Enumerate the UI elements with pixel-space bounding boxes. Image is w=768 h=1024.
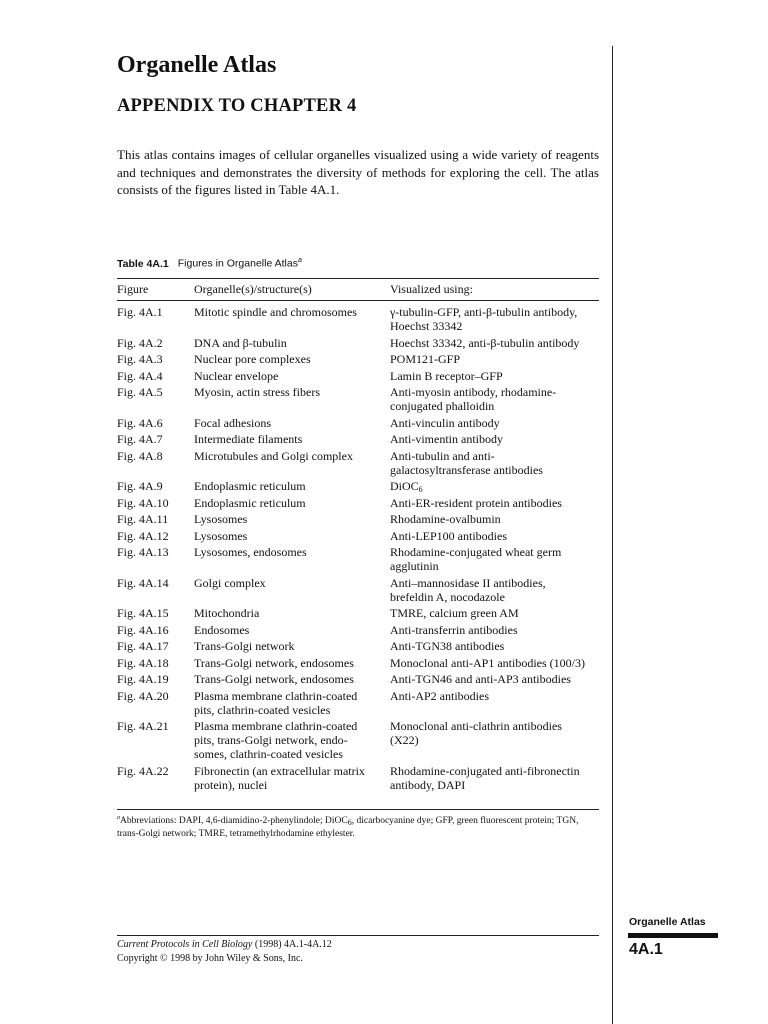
row-method: γ-tubulin-GFP, anti-β-tubulin antibody, Hoechst 33342: [390, 305, 578, 333]
footnote-text-start: Abbreviations: DAPI, 4,6-diamidino-2-phenylindole; DiOC: [120, 816, 348, 827]
row-method: Anti-AP2 antibodies: [390, 688, 489, 703]
row-organelle: Trans-Golgi network, endosomes: [194, 672, 354, 686]
row-organelle: Mitochondria: [194, 606, 260, 620]
journal-name: Current Protocols in Cell Biology: [117, 939, 253, 950]
row-method: Hoechst 33342, anti-β-tubulin antibody: [390, 335, 580, 350]
row-method: Anti-LEP100 antibodies: [390, 528, 507, 543]
table-row: [117, 529, 599, 543]
row-organelle: Microtubules and Golgi complex: [194, 448, 353, 463]
section-bar: [628, 933, 718, 938]
row-figure: Fig. 4A.6: [117, 415, 163, 430]
row-method: Monoclonal anti-AP1 antibodies (100/3): [390, 655, 585, 670]
row-figure: Fig. 4A.3: [117, 352, 163, 366]
intro-paragraph: This atlas contains images of cellular organelles visualized using a wide variety of reagents and techniques and demonstrates the diversity of methods for exploring the cell. The atlas consists of the figures listed in Table 4A.1.: [117, 147, 599, 197]
table-row: [117, 576, 599, 604]
table-row: [117, 336, 599, 350]
row-method: TMRE, calcium green AM: [390, 606, 519, 620]
row-figure: Fig. 4A.10: [117, 495, 169, 510]
row-method: Anti-TGN46 and anti-AP3 antibodies: [390, 672, 571, 686]
table-caption: [117, 257, 302, 270]
row-organelle: Lysosomes: [194, 512, 248, 526]
section-running-head: Organelle Atlas: [629, 916, 706, 928]
table-row: [117, 305, 599, 333]
header-visualized: Visualized using:: [390, 282, 473, 296]
row-figure: Fig. 4A.2: [117, 335, 163, 350]
page-title: Organelle Atlas: [117, 52, 277, 78]
row-organelle: Endoplasmic reticulum: [194, 479, 306, 493]
table-row: [117, 656, 599, 670]
row-figure: Fig. 4A.16: [117, 622, 169, 637]
row-figure: Fig. 4A.20: [117, 688, 169, 703]
row-method: Rhodamine-conjugated wheat germ agglutinin: [390, 545, 562, 573]
row-method-subscript: 6: [418, 485, 423, 494]
row-method: POM121-GFP: [390, 352, 461, 366]
row-figure: Fig. 4A.11: [117, 512, 169, 526]
row-organelle: Nuclear envelope: [194, 368, 279, 383]
row-figure: Fig. 4A.19: [117, 672, 169, 686]
row-method: DiOC$_6$: [390, 479, 423, 494]
row-method: Anti-TGN38 antibodies: [390, 639, 505, 653]
row-method: Anti-ER-resident protein antibodies: [390, 495, 562, 510]
copyright-notice: Copyright © 1998 by John Wiley & Sons, Inc.: [117, 953, 303, 964]
row-figure: Fig. 4A.17: [117, 639, 169, 653]
footnote-mark: a: [117, 815, 120, 821]
table-row: [117, 689, 599, 717]
table-footnote: [117, 812, 599, 841]
row-organelle: Plasma membrane clathrin-coated pits, clathrin-coated vesicles: [194, 688, 358, 717]
row-method: Rhodamine-ovalbumin: [390, 512, 501, 526]
row-organelle: Endosomes: [194, 622, 250, 637]
row-organelle: Nuclear pore complexes: [194, 352, 311, 366]
footer-rule: [117, 935, 599, 936]
table-row: [117, 672, 599, 686]
row-figure: Fig. 4A.18: [117, 655, 169, 670]
row-method: Lamin B receptor–GFP: [390, 368, 503, 383]
row-figure: Fig. 4A.15: [117, 606, 169, 620]
table-row: [117, 719, 599, 761]
row-figure: Fig. 4A.8: [117, 448, 163, 463]
row-organelle: Lysosomes: [194, 528, 248, 543]
table-row: [117, 545, 599, 573]
page-subtitle: APPENDIX TO CHAPTER 4: [117, 96, 357, 116]
row-figure: Fig. 4A.14: [117, 575, 169, 590]
row-method: Anti-myosin antibody, rhodamine- conjugated phalloidin: [390, 385, 557, 413]
row-method: Anti-vinculin antibody: [390, 415, 500, 430]
row-organelle: Focal adhesions: [194, 415, 271, 430]
table-bottom-rule: [117, 809, 599, 810]
journal-citation: (1998) 4A.1-4A.12: [252, 939, 332, 950]
row-organelle: Trans-Golgi network: [194, 639, 295, 653]
table-row: [117, 623, 599, 637]
row-organelle: Golgi complex: [194, 575, 266, 590]
table-row: [117, 432, 599, 446]
table-row: [117, 479, 599, 493]
row-organelle: Endoplasmic reticulum: [194, 495, 306, 510]
margin-rule: [612, 46, 613, 1024]
table-top-rule: [117, 278, 599, 279]
table-caption-text: Figures in Organelle Atlas: [177, 257, 298, 270]
table-row: [117, 352, 599, 366]
table-row: [117, 369, 599, 383]
table-row: [117, 639, 599, 653]
row-figure: Fig. 4A.9: [117, 479, 163, 493]
row-method: Rhodamine-conjugated anti-fibronectin antibody, DAPI: [390, 763, 580, 792]
row-organelle: Fibronectin (an extracellular matrix protein), nuclei: [194, 763, 365, 792]
table-label: Table 4A.1: [117, 257, 169, 270]
row-figure: Fig. 4A.5: [117, 385, 163, 399]
footnote-subscript: 6: [347, 818, 352, 828]
page-number: 4A.1: [629, 941, 663, 958]
header-organelle: Organelle(s)/structure(s): [194, 282, 312, 296]
row-method: Monoclonal anti-clathrin antibodies (X22): [390, 719, 562, 747]
table-row: [117, 385, 599, 413]
table-row: [117, 764, 599, 792]
row-method: Anti–mannosidase II antibodies, brefeldin A, nocodazole: [390, 575, 546, 604]
row-organelle: Mitotic spindle and chromosomes: [194, 305, 357, 319]
header-figure: Figure: [117, 282, 149, 296]
table-row: [117, 496, 599, 510]
table-row: [117, 416, 599, 430]
table-row: [117, 606, 599, 620]
row-figure: Fig. 4A.13: [117, 545, 169, 559]
footer-citation: [117, 939, 332, 951]
row-figure: Fig. 4A.1: [117, 305, 163, 319]
row-organelle: Plasma membrane clathrin-coated pits, trans-Golgi network, endo- somes, clathrin-coated vesicles: [194, 719, 358, 761]
table-header-rule: [117, 300, 599, 301]
table-caption-mark: a: [297, 257, 302, 264]
row-organelle: DNA and β-tubulin: [194, 335, 287, 350]
row-method: Anti-vimentin antibody: [390, 432, 503, 446]
table-row: [117, 512, 599, 526]
table-body: [117, 305, 599, 794]
row-figure: Fig. 4A.12: [117, 528, 169, 543]
row-organelle: Trans-Golgi network, endosomes: [194, 655, 354, 670]
row-figure: Fig. 4A.21: [117, 719, 169, 733]
row-method: Anti-tubulin and anti- galactosyltransferase antibodies: [390, 448, 543, 477]
table-row: [117, 449, 599, 477]
row-figure: Fig. 4A.4: [117, 368, 163, 383]
row-method: Anti-transferrin antibodies: [390, 622, 518, 637]
row-figure: Fig. 4A.7: [117, 432, 163, 446]
row-organelle: Lysosomes, endosomes: [194, 545, 307, 559]
row-figure: Fig. 4A.22: [117, 763, 169, 778]
row-organelle: Intermediate filaments: [194, 432, 303, 446]
footnote-text-end: , dicarbocyanine dye; GFP, green fluorescent protein; TGN, trans-Golgi network; TMRE, tetramethylrhodamine ethylester.: [117, 816, 579, 840]
row-organelle: Myosin, actin stress fibers: [194, 385, 320, 399]
